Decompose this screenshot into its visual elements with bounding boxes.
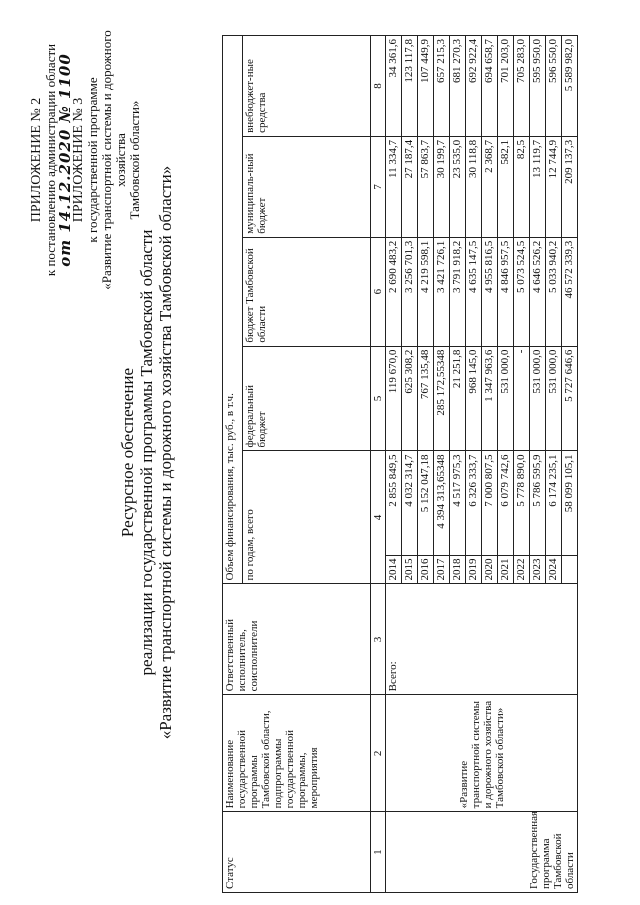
federal-cell: 285 172,55348 (434, 346, 450, 451)
municipal-cell: 12 744,9 (546, 136, 562, 237)
extra-cell: 595 950,0 (530, 36, 546, 137)
title-line-3: «Развитие транспортной системы и дорожного хозяйства Тамбовской области» (156, 165, 175, 740)
colnum-6: 6 (371, 237, 386, 346)
header-funding: Объем финансирования, тыс. руб., в т.ч. (223, 36, 243, 585)
extra-cell: 5 589 982,0 (562, 36, 578, 137)
year-cell: 2015 (402, 556, 418, 584)
total-cell: 5 786 595,9 (530, 451, 546, 556)
appendix-line-4: ПРИЛОЖЕНИЕ № 3 (71, 97, 86, 223)
extra-cell: 681 270,3 (450, 36, 466, 137)
resource-table (222, 35, 578, 893)
executor-total: Всего: (386, 584, 578, 695)
municipal-cell: 209 137,3 (562, 136, 578, 237)
appendix-line-2: к постановлению администрации области (43, 43, 58, 277)
program-status: Государственная программа Тамбовской области (386, 812, 578, 893)
municipal-cell: 23 535,0 (450, 136, 466, 237)
regional-cell: 5 073 524,5 (514, 237, 530, 346)
header-total: по годам, всего (243, 451, 371, 584)
header-federal: федеральный бюджет (243, 346, 371, 451)
year-cell: 2022 (514, 556, 530, 584)
header-extra: внебюджет-ные средства (243, 36, 371, 137)
regional-cell: 3 791 918,2 (450, 237, 466, 346)
regional-cell: 4 846 957,5 (498, 237, 514, 346)
header-name: Наименование государственной программы Тамбовской области, подпрограммы государственной программы, мероприятия (223, 695, 371, 812)
appendix-handwritten-date: от 14.12.2020 № 1100 (56, 53, 74, 267)
extra-cell: 596 550,0 (546, 36, 562, 137)
federal-cell: 531 000,0 (530, 346, 546, 451)
federal-cell: 625 308,2 (402, 346, 418, 451)
colnum-1: 1 (371, 812, 386, 893)
federal-cell: 1 347 963,6 (482, 346, 498, 451)
federal-cell: 767 135,48 (418, 346, 434, 451)
document-title (118, 0, 175, 905)
extra-cell: 107 449,9 (418, 36, 434, 137)
appendix-line-7: Тамбовской области» (127, 100, 142, 220)
total-cell: 6 079 742,6 (498, 451, 514, 556)
regional-cell: 2 690 483,2 (386, 237, 402, 346)
total-cell: 58 099 105,1 (562, 451, 578, 556)
program-name: «Развитие транспортной системы и дорожного хозяйства Тамбовской области» (386, 695, 578, 812)
municipal-cell: 30 199,7 (434, 136, 450, 237)
regional-cell: 4 635 147,5 (466, 237, 482, 346)
total-cell: 5 152 047,18 (418, 451, 434, 556)
year-cell: 2021 (498, 556, 514, 584)
federal-cell: - (514, 346, 530, 451)
year-cell: 2019 (466, 556, 482, 584)
municipal-cell: 57 863,7 (418, 136, 434, 237)
regional-cell: 4 646 526,2 (530, 237, 546, 346)
year-cell: 2018 (450, 556, 466, 584)
extra-cell: 705 283,0 (514, 36, 530, 137)
year-cell (562, 556, 578, 584)
extra-cell: 694 658,7 (482, 36, 498, 137)
regional-cell: 4 955 816,5 (482, 237, 498, 346)
header-regional: бюджет Тамбовской области (243, 237, 371, 346)
table-row (386, 36, 402, 893)
colnum-8: 8 (371, 36, 386, 137)
municipal-cell: 30 118,8 (466, 136, 482, 237)
header-municipal: муниципаль-ный бюджет (243, 136, 371, 237)
colnum-2: 2 (371, 695, 386, 812)
total-cell: 2 855 849,5 (386, 451, 402, 556)
federal-cell: 968 145,0 (466, 346, 482, 451)
appendix-line-6: «Развитие транспортной системы и дорожного хозяйства (99, 30, 128, 290)
extra-cell: 701 203,0 (498, 36, 514, 137)
total-cell: 4 517 975,3 (450, 451, 466, 556)
header-executor: Ответственный исполнитель, соисполнители (223, 584, 371, 695)
municipal-cell: 82,5 (514, 136, 530, 237)
regional-cell: 5 033 940,2 (546, 237, 562, 346)
year-cell: 2017 (434, 556, 450, 584)
total-cell: 7 000 807,5 (482, 451, 498, 556)
regional-cell: 3 256 701,3 (402, 237, 418, 346)
extra-cell: 692 922,4 (466, 36, 482, 137)
regional-cell: 4 219 598,1 (418, 237, 434, 346)
federal-cell: 5 727 646,6 (562, 346, 578, 451)
year-cell: 2023 (530, 556, 546, 584)
header-status: Статус (223, 812, 371, 893)
regional-cell: 3 421 726,1 (434, 237, 450, 346)
year-cell: 2020 (482, 556, 498, 584)
title-line-1: Ресурсное обеспечение (118, 367, 137, 538)
total-cell: 4 032 314,7 (402, 451, 418, 556)
total-cell: 4 394 313,65348 (434, 451, 450, 556)
federal-cell: 119 670,0 (386, 346, 402, 451)
colnum-3: 3 (371, 584, 386, 695)
federal-cell: 531 000,0 (498, 346, 514, 451)
municipal-cell: 11 334,7 (386, 136, 402, 237)
year-cell: 2014 (386, 556, 402, 584)
colnum-4: 4 (371, 451, 386, 584)
title-line-2: реализации государственной программы Тамбовской области (137, 229, 156, 676)
municipal-cell: 582,1 (498, 136, 514, 237)
year-cell: 2016 (418, 556, 434, 584)
federal-cell: 21 251,8 (450, 346, 466, 451)
total-cell: 6 326 333,7 (466, 451, 482, 556)
regional-cell: 46 572 339,3 (562, 237, 578, 346)
extra-cell: 123 117,8 (402, 36, 418, 137)
total-cell: 6 174 235,1 (546, 451, 562, 556)
federal-cell: 531 000,0 (546, 346, 562, 451)
colnum-7: 7 (371, 136, 386, 237)
year-cell: 2024 (546, 556, 562, 584)
municipal-cell: 13 119,7 (530, 136, 546, 237)
municipal-cell: 2 368,7 (482, 136, 498, 237)
appendix-line-1: ПРИЛОЖЕНИЕ № 2 (29, 97, 44, 223)
total-cell: 5 778 890,0 (514, 451, 530, 556)
extra-cell: 657 215,3 (434, 36, 450, 137)
appendix-line-5: к государственной программе (85, 77, 100, 243)
municipal-cell: 27 187,4 (402, 136, 418, 237)
extra-cell: 34 361,6 (386, 36, 402, 137)
colnum-5: 5 (371, 346, 386, 451)
